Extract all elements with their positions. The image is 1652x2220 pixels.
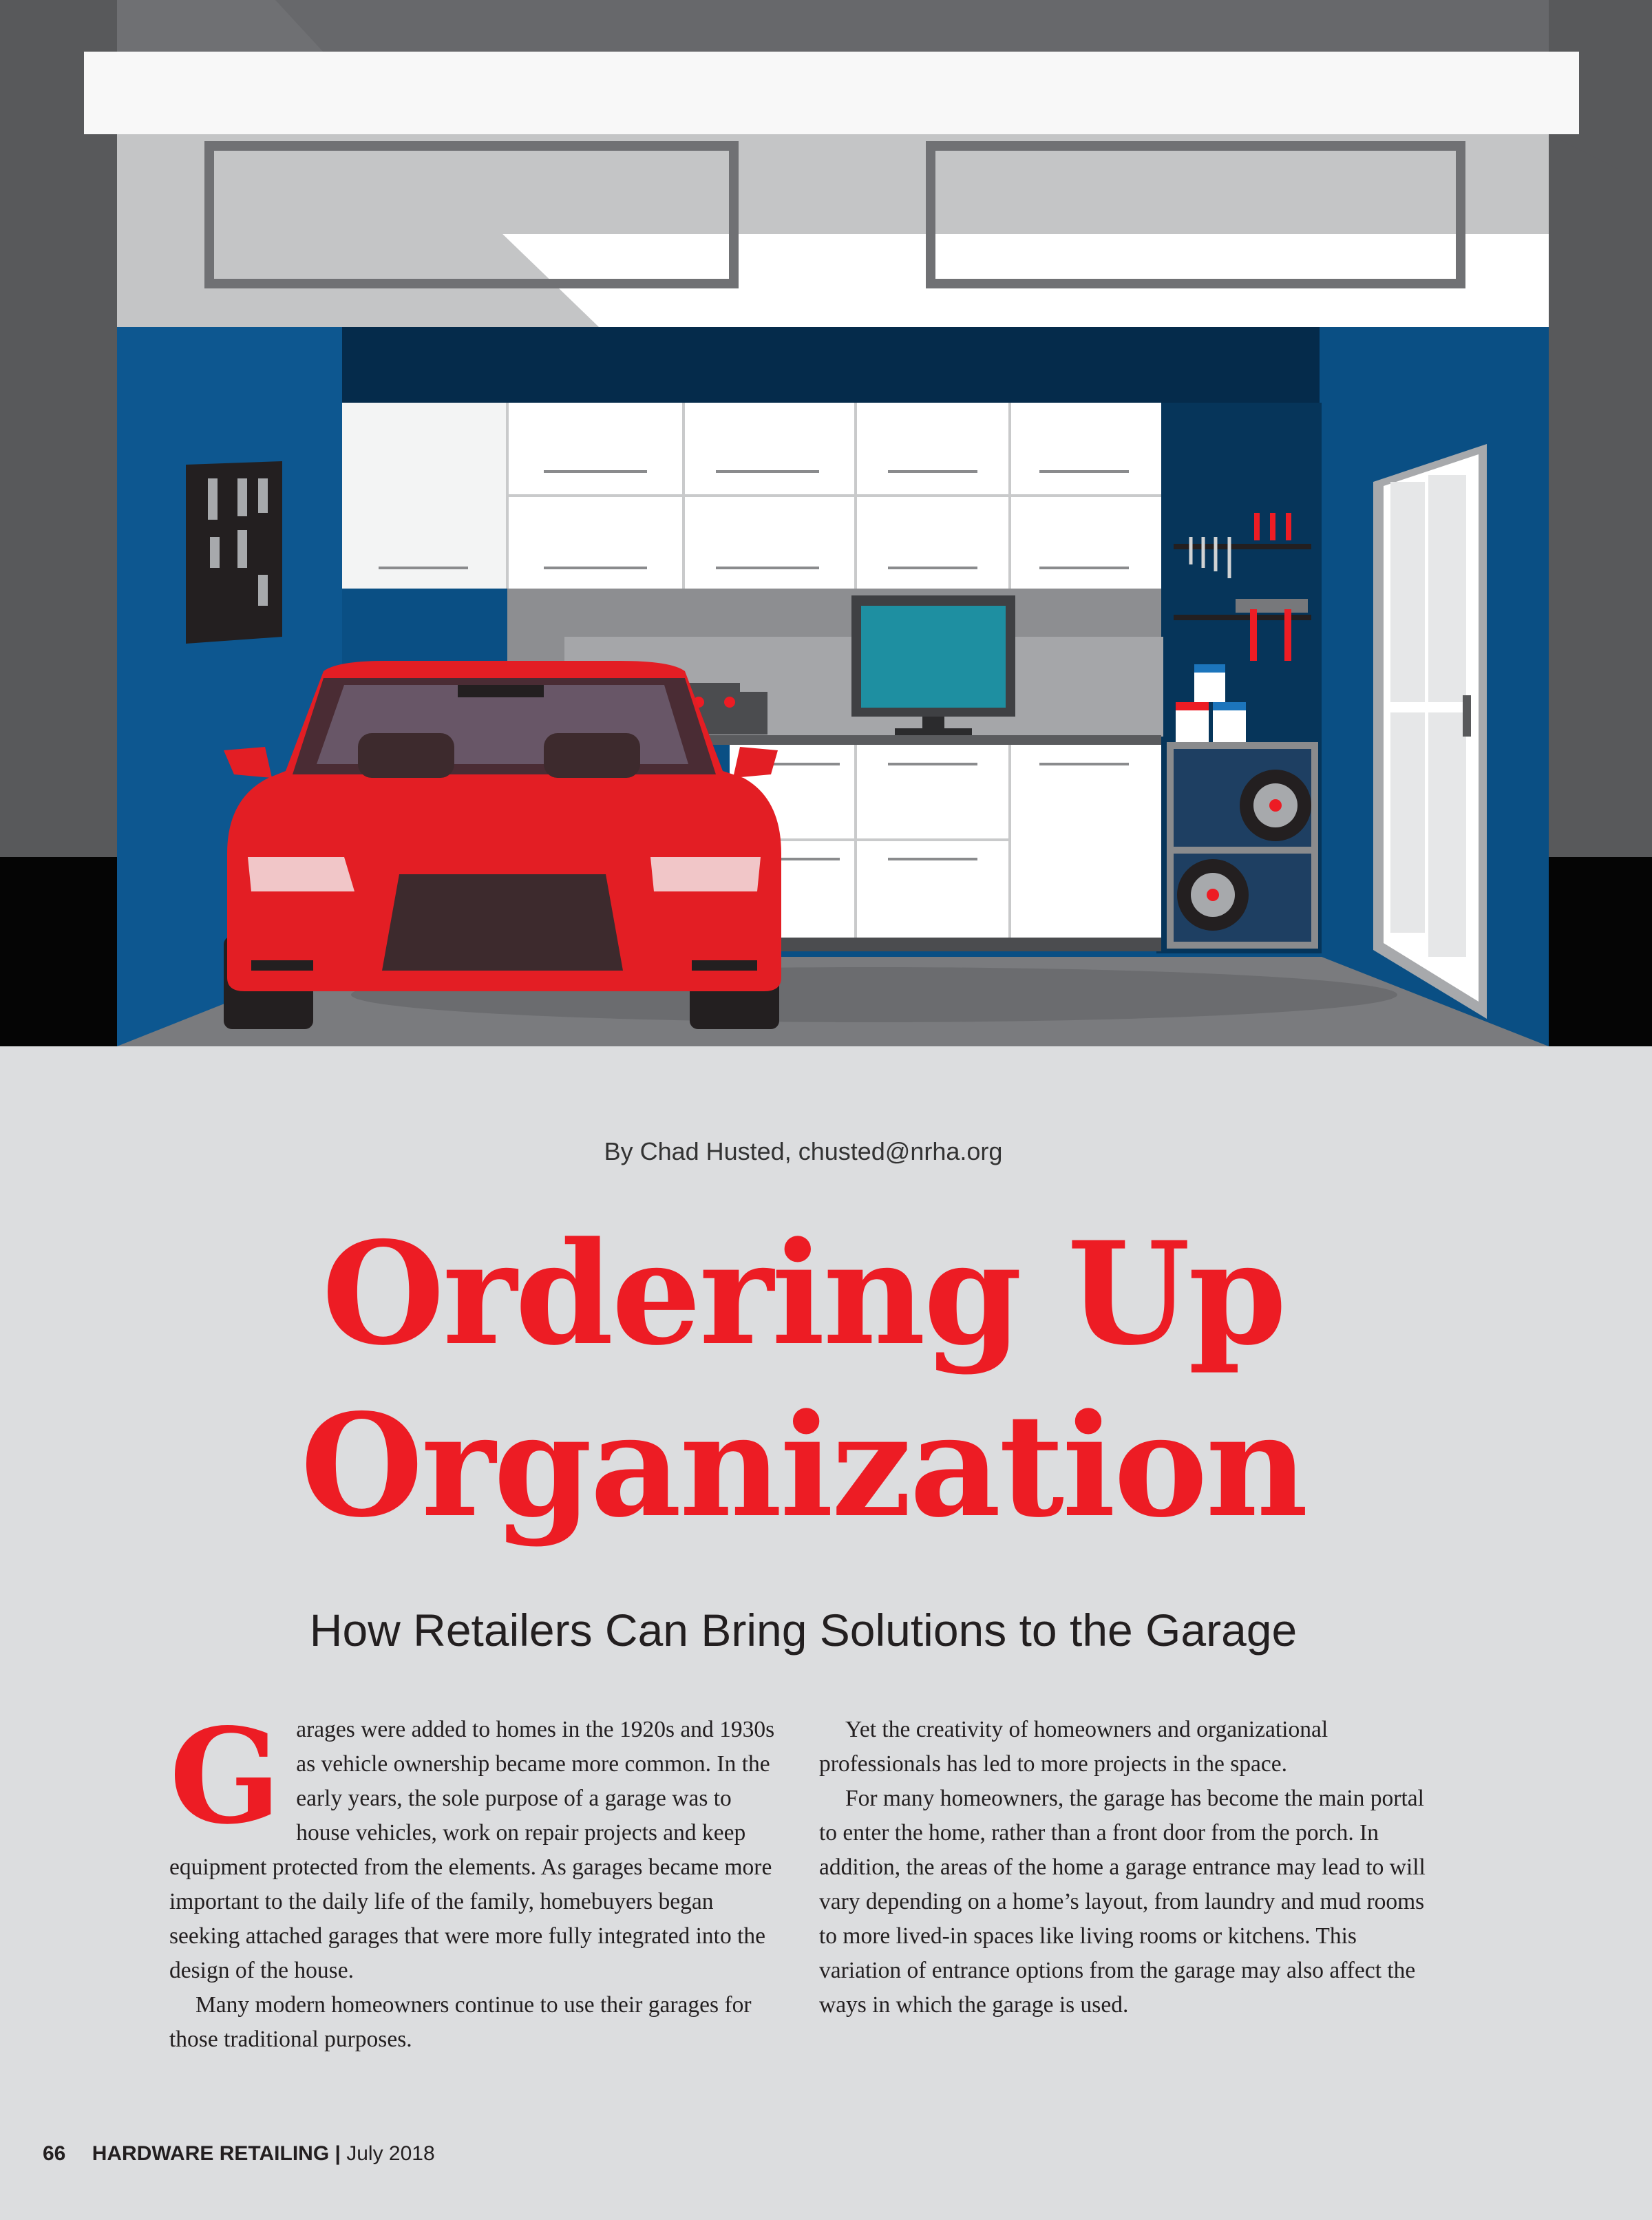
paragraph: Yet the creativity of homeowners and organizational professionals has led to more projects in the space. [819,1717,1328,1777]
body-column-right [819,1713,1439,2022]
article-subtitle: How Retailers Can Bring Solutions to the Garage [309,1605,1298,1656]
body-column-left [169,1700,789,2057]
paragraph: arages were added to homes in the 1920s and 1930s as vehicle ownership became more common. In the early years, the sole purpose of a garage was to house vehicles, work on repair projects and keep equipment protected from the elements. As garages became more important to the daily life of the family, homebuyers began seeking attached garages that were more fully integrated into the design of the house. [169,1717,775,1983]
paragraph: For many homeowners, the garage has become the main portal to enter the home, rather than a front door from the porch. In addition, the areas of the home a garage entrance may lead to will vary depending on a home’s layout, from laundry and mud rooms to more lived-in spaces like living rooms or kitchens. This variation of entrance options from the garage may also affect the ways in which the garage is used. [819,1786,1426,2018]
footer-separator: | [335,2142,341,2165]
byline: By Chad Husted, chusted@nrha.org [604,1137,1003,1165]
title-line-2: Organization [300,1384,1306,1549]
title-line-1: Ordering Up [321,1212,1285,1377]
issue-date: July 2018 [346,2142,435,2165]
paragraph: Many modern homeowners continue to use their garages for those traditional purposes. [169,1992,752,2052]
magazine-name: HARDWARE RETAILING [92,2142,330,2165]
page-footer [43,2142,435,2166]
drop-cap: G [169,1700,282,1853]
garage-illustration [0,0,1652,1046]
article-title [0,1208,1607,1552]
page-number: 66 [43,2142,66,2165]
